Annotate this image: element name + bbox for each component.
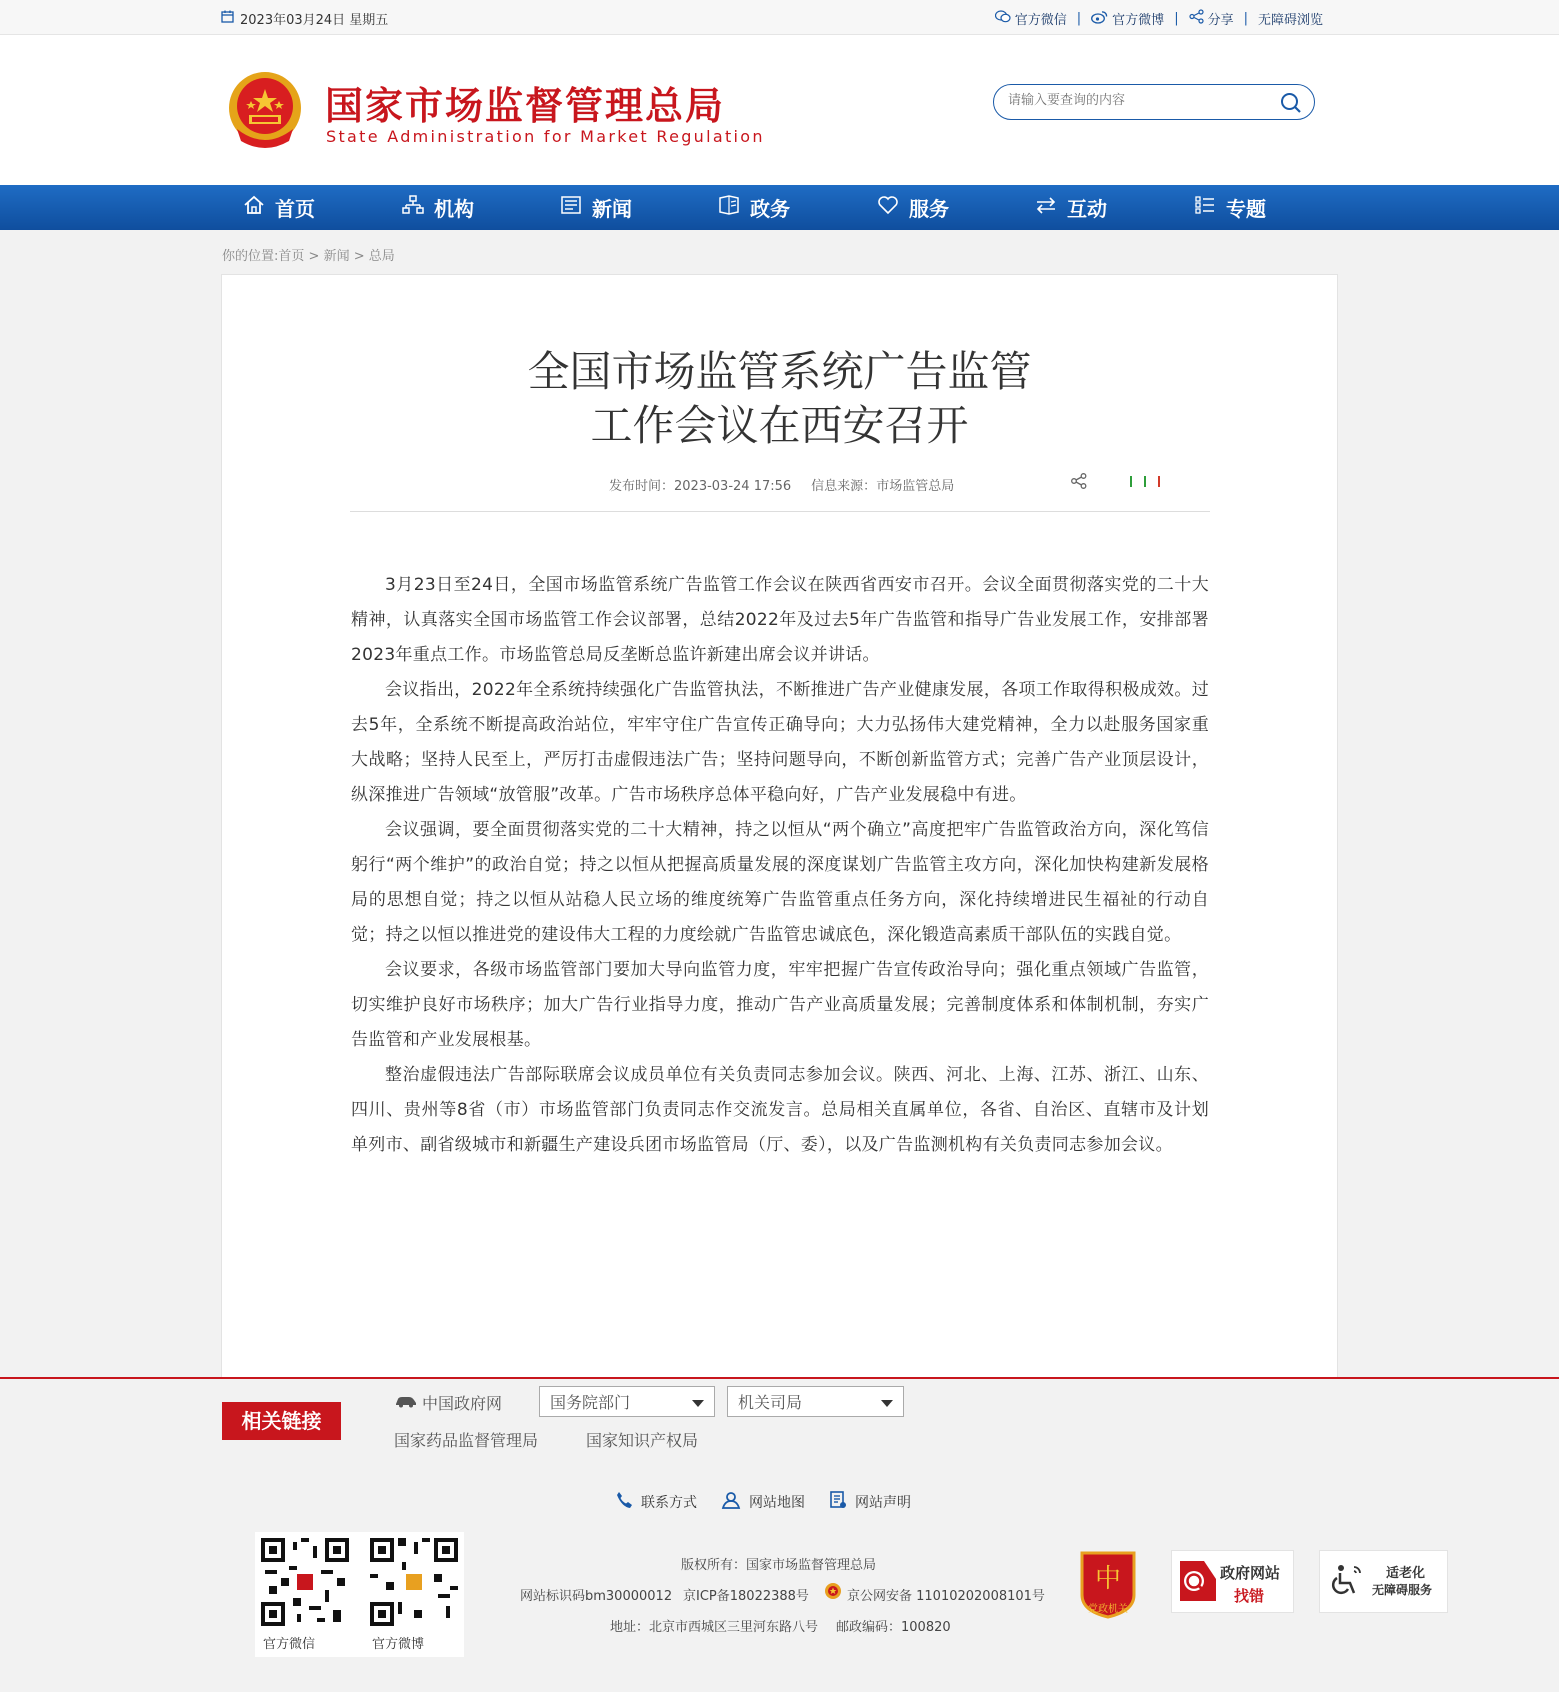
article-paragraph: 会议指出，2022年全系统持续强化广告监管执法，不断推进广告产业健康发展，各项工作取得积极成效。过去5年，全系统不断提高政治站位，牢牢守住广告宣传正确导向；大力弘扬伟大建党精神，全力以赴服务国家重大战略；坚持人民至上，严厉打击虚假违法广告；坚持问题导向，不断创新监管方式；完善广告产业顶层设计，纵深推进广告领域“放管服”改革。广告市场秩序总体平稳向好，广告产业发展稳中有进。 [351,680,1209,805]
home-icon [243,195,265,220]
font-size-medium-button[interactable] [1144,476,1146,487]
calendar-icon [221,10,234,27]
font-size-switcher [1130,476,1160,487]
breadcrumb-separator: > [353,249,365,264]
list-icon [1194,195,1216,220]
police-badge-icon [824,1582,842,1604]
site-id-text: 网站标识码bm30000012 [520,1589,673,1604]
divider: | [1174,11,1179,26]
top-bar [0,0,1559,35]
main-nav [0,185,1559,230]
gov-site-link[interactable] [394,1391,502,1414]
weibo-qr-code [370,1538,458,1626]
breadcrumb [222,245,395,264]
footer-link-contact[interactable] [615,1491,697,1513]
site-footer [0,1458,1559,1692]
nav-label: 机构 [434,197,474,221]
wechat-qr-code [261,1538,349,1626]
news-icon [560,195,582,220]
footer-link-label: 网站地图 [749,1495,805,1511]
article-paragraph: 整治虚假违法广告部际联席会议成员单位有关负责同志参加会议。陕西、河北、上海、江苏、浙江、山东、四川、贵州等8省（市）市场监管部门负责同志作交流发言。总局相关直属单位，各省、自治区、直辖市及计划单列市、副省级城市和新疆生产建设兵团市场监管局（厅、委），以及广告监测机构有关负责同志参加会议。 [351,1065,1209,1155]
share-icon [1189,9,1204,28]
wechat-link[interactable] [995,9,1067,28]
breadcrumb-home[interactable]: 首页 [278,249,305,264]
wechat-label: 官方微信 [1014,13,1067,28]
nav-label: 新闻 [592,197,632,221]
party-badge-label: 党政机关 [1088,1604,1128,1615]
select-value: 机关司局 [738,1393,803,1412]
svg-text:中: 中 [1094,1564,1122,1594]
article-meta [609,475,954,494]
icp-link[interactable]: 京ICP备18022388号 [683,1589,809,1604]
nav-item-home[interactable] [243,185,315,230]
error-badge-line1: 政府网站 [1220,1564,1281,1582]
elderly-access-badge[interactable] [1319,1550,1448,1613]
state-council-select[interactable] [539,1386,715,1417]
article-body [351,568,1209,1163]
error-badge-line2: 找错 [1234,1587,1265,1605]
nav-label: 政务 [750,197,790,221]
related-links-bar [0,1377,1559,1460]
article-title-line2: 工作会议在西安召开 [590,401,969,450]
breadcrumb-hq[interactable]: 总局 [368,249,395,264]
phone-icon [615,1491,633,1513]
car-icon [394,1393,418,1412]
gov-site-error-badge[interactable] [1171,1550,1294,1613]
search-input[interactable] [1006,92,1270,109]
divider: | [1243,11,1248,26]
weibo-label: 官方微博 [1112,13,1165,28]
police-record-link[interactable]: 京公网安备 11010202008101号 [847,1589,1045,1604]
select-value: 国务院部门 [550,1393,631,1412]
wheelchair-icon [1330,1563,1364,1603]
nav-item-org[interactable] [402,185,474,230]
footer-link-statement[interactable] [829,1491,911,1513]
font-size-large-button[interactable] [1130,476,1132,487]
site-name-en: State Administration for Market Regulation [326,127,765,146]
nav-label: 首页 [275,197,315,221]
magnifier-icon [1178,1559,1218,1607]
nav-label: 互动 [1067,197,1107,221]
article-paragraph: 会议要求，各级市场监管部门要加大导向监管力度，牢牢把握广告宣传政治导向；强化重点领域广告监管，切实维护良好市场秩序；加大广告行业指导力度，推动广告产业高质量发展；完善制度体系和体制机制，夯实广告监管和产业发展根基。 [351,960,1209,1050]
org-chart-icon [402,195,424,220]
weibo-icon [1091,10,1108,28]
qr-code-box [255,1532,464,1657]
source-label: 信息来源： [811,479,877,494]
postcode-text: 邮政编码：100820 [836,1620,951,1635]
breadcrumb-prefix: 你的位置: [222,249,279,264]
national-emblem-logo[interactable] [225,69,305,151]
article-paragraph: 3月23日至24日，全国市场监管系统广告监管工作会议在陕西省西安市召开。会议全面贯彻落实党的二十大精神，认真落实全国市场监管工作会议部署，总结2022年及过去5年广告监管和指导广告业发展工作，安排部署2023年重点工作。市场监管总局反垄断总监许新建出席会议并讲话。 [351,575,1209,665]
related-links-tag: 相关链接 [222,1402,341,1440]
article-source [811,475,954,494]
qr-wechat-label: 官方微信 [263,1637,316,1652]
elder-badge-line1: 适老化 [1386,1566,1426,1581]
nav-item-service[interactable] [877,185,949,230]
nav-item-interact[interactable] [1035,185,1107,230]
breadcrumb-separator: > [308,249,320,264]
heart-icon [877,195,899,220]
breadcrumb-news[interactable]: 新闻 [323,249,350,264]
nav-item-news[interactable] [560,185,632,230]
article-paragraph: 会议强调，要全面贯彻落实党的二十大精神，持之以恒从“两个确立”高度把牢广告监管政治方向，深化笃信躬行“两个维护”的政治自觉；持之以恒从把握高质量发展的深度谋划广告监管主攻方向，深化加快构建新发展格局的思想自觉；持之以恒从站稳人民立场的维度统筹广告监管重点任务方向，深化持续增进民生福祉的行动自觉；持之以恒以推进党的建设伟大工程的力度绘就广告监管忠诚底色，深化锻造高素质干部队伍的实践自觉。 [351,820,1209,945]
footer-link-sitemap[interactable] [721,1491,805,1513]
article-title [222,345,1337,453]
sitemap-icon [721,1491,741,1513]
document-icon [718,195,740,220]
search-icon[interactable] [1280,92,1302,118]
nav-label: 服务 [909,197,949,221]
date-display [221,9,388,28]
source-value: 市场监管总局 [876,479,955,494]
chevron-down-icon [881,1400,893,1407]
footer-link-label: 联系方式 [641,1495,697,1511]
chevron-down-icon [692,1400,704,1407]
article-card [221,274,1338,1379]
statement-icon [829,1491,847,1513]
wechat-icon [995,10,1011,27]
link-nmpa[interactable]: 国家药品监督管理局 [394,1431,539,1450]
publish-time [609,475,791,494]
share-label: 分享 [1207,13,1234,28]
nav-item-topic[interactable] [1194,185,1266,230]
nav-item-government[interactable] [718,185,790,230]
nav-label: 专题 [1226,197,1266,221]
weibo-link[interactable] [1091,9,1164,28]
divider: | [1076,11,1082,26]
accessible-browse-link[interactable]: 无障碍浏览 [1257,13,1323,28]
share-link[interactable] [1189,9,1234,28]
font-size-small-button[interactable] [1158,476,1160,487]
site-name-cn: 国家市场监督管理总局 [325,83,726,128]
date-text: 2023年03月24日 星期五 [240,13,389,28]
title-divider [350,511,1210,512]
link-cnipa[interactable]: 国家知识产权局 [586,1431,699,1450]
search-box [993,84,1315,120]
footer-link-label: 网站声明 [855,1495,911,1511]
elder-badge-line2: 无障碍服务 [1372,1583,1433,1597]
copyright-text: 版权所有：国家市场监督管理总局 [681,1558,877,1573]
exchange-icon [1035,195,1057,220]
address-text: 地址：北京市西城区三里河东路八号 [610,1620,819,1635]
department-select[interactable] [727,1386,904,1417]
qr-weibo-label: 官方微博 [372,1637,425,1652]
article-share-icon[interactable] [1070,472,1088,494]
gov-site-label: 中国政府网 [422,1394,503,1413]
footer-links [615,1491,911,1513]
site-header [0,35,1559,185]
party-gov-badge[interactable] [1078,1549,1138,1623]
article-title-line1: 全国市场监管系统广告监管 [527,347,1032,396]
publish-value: 2023-03-24 17:56 [674,479,792,494]
publish-label: 发布时间： [609,479,675,494]
